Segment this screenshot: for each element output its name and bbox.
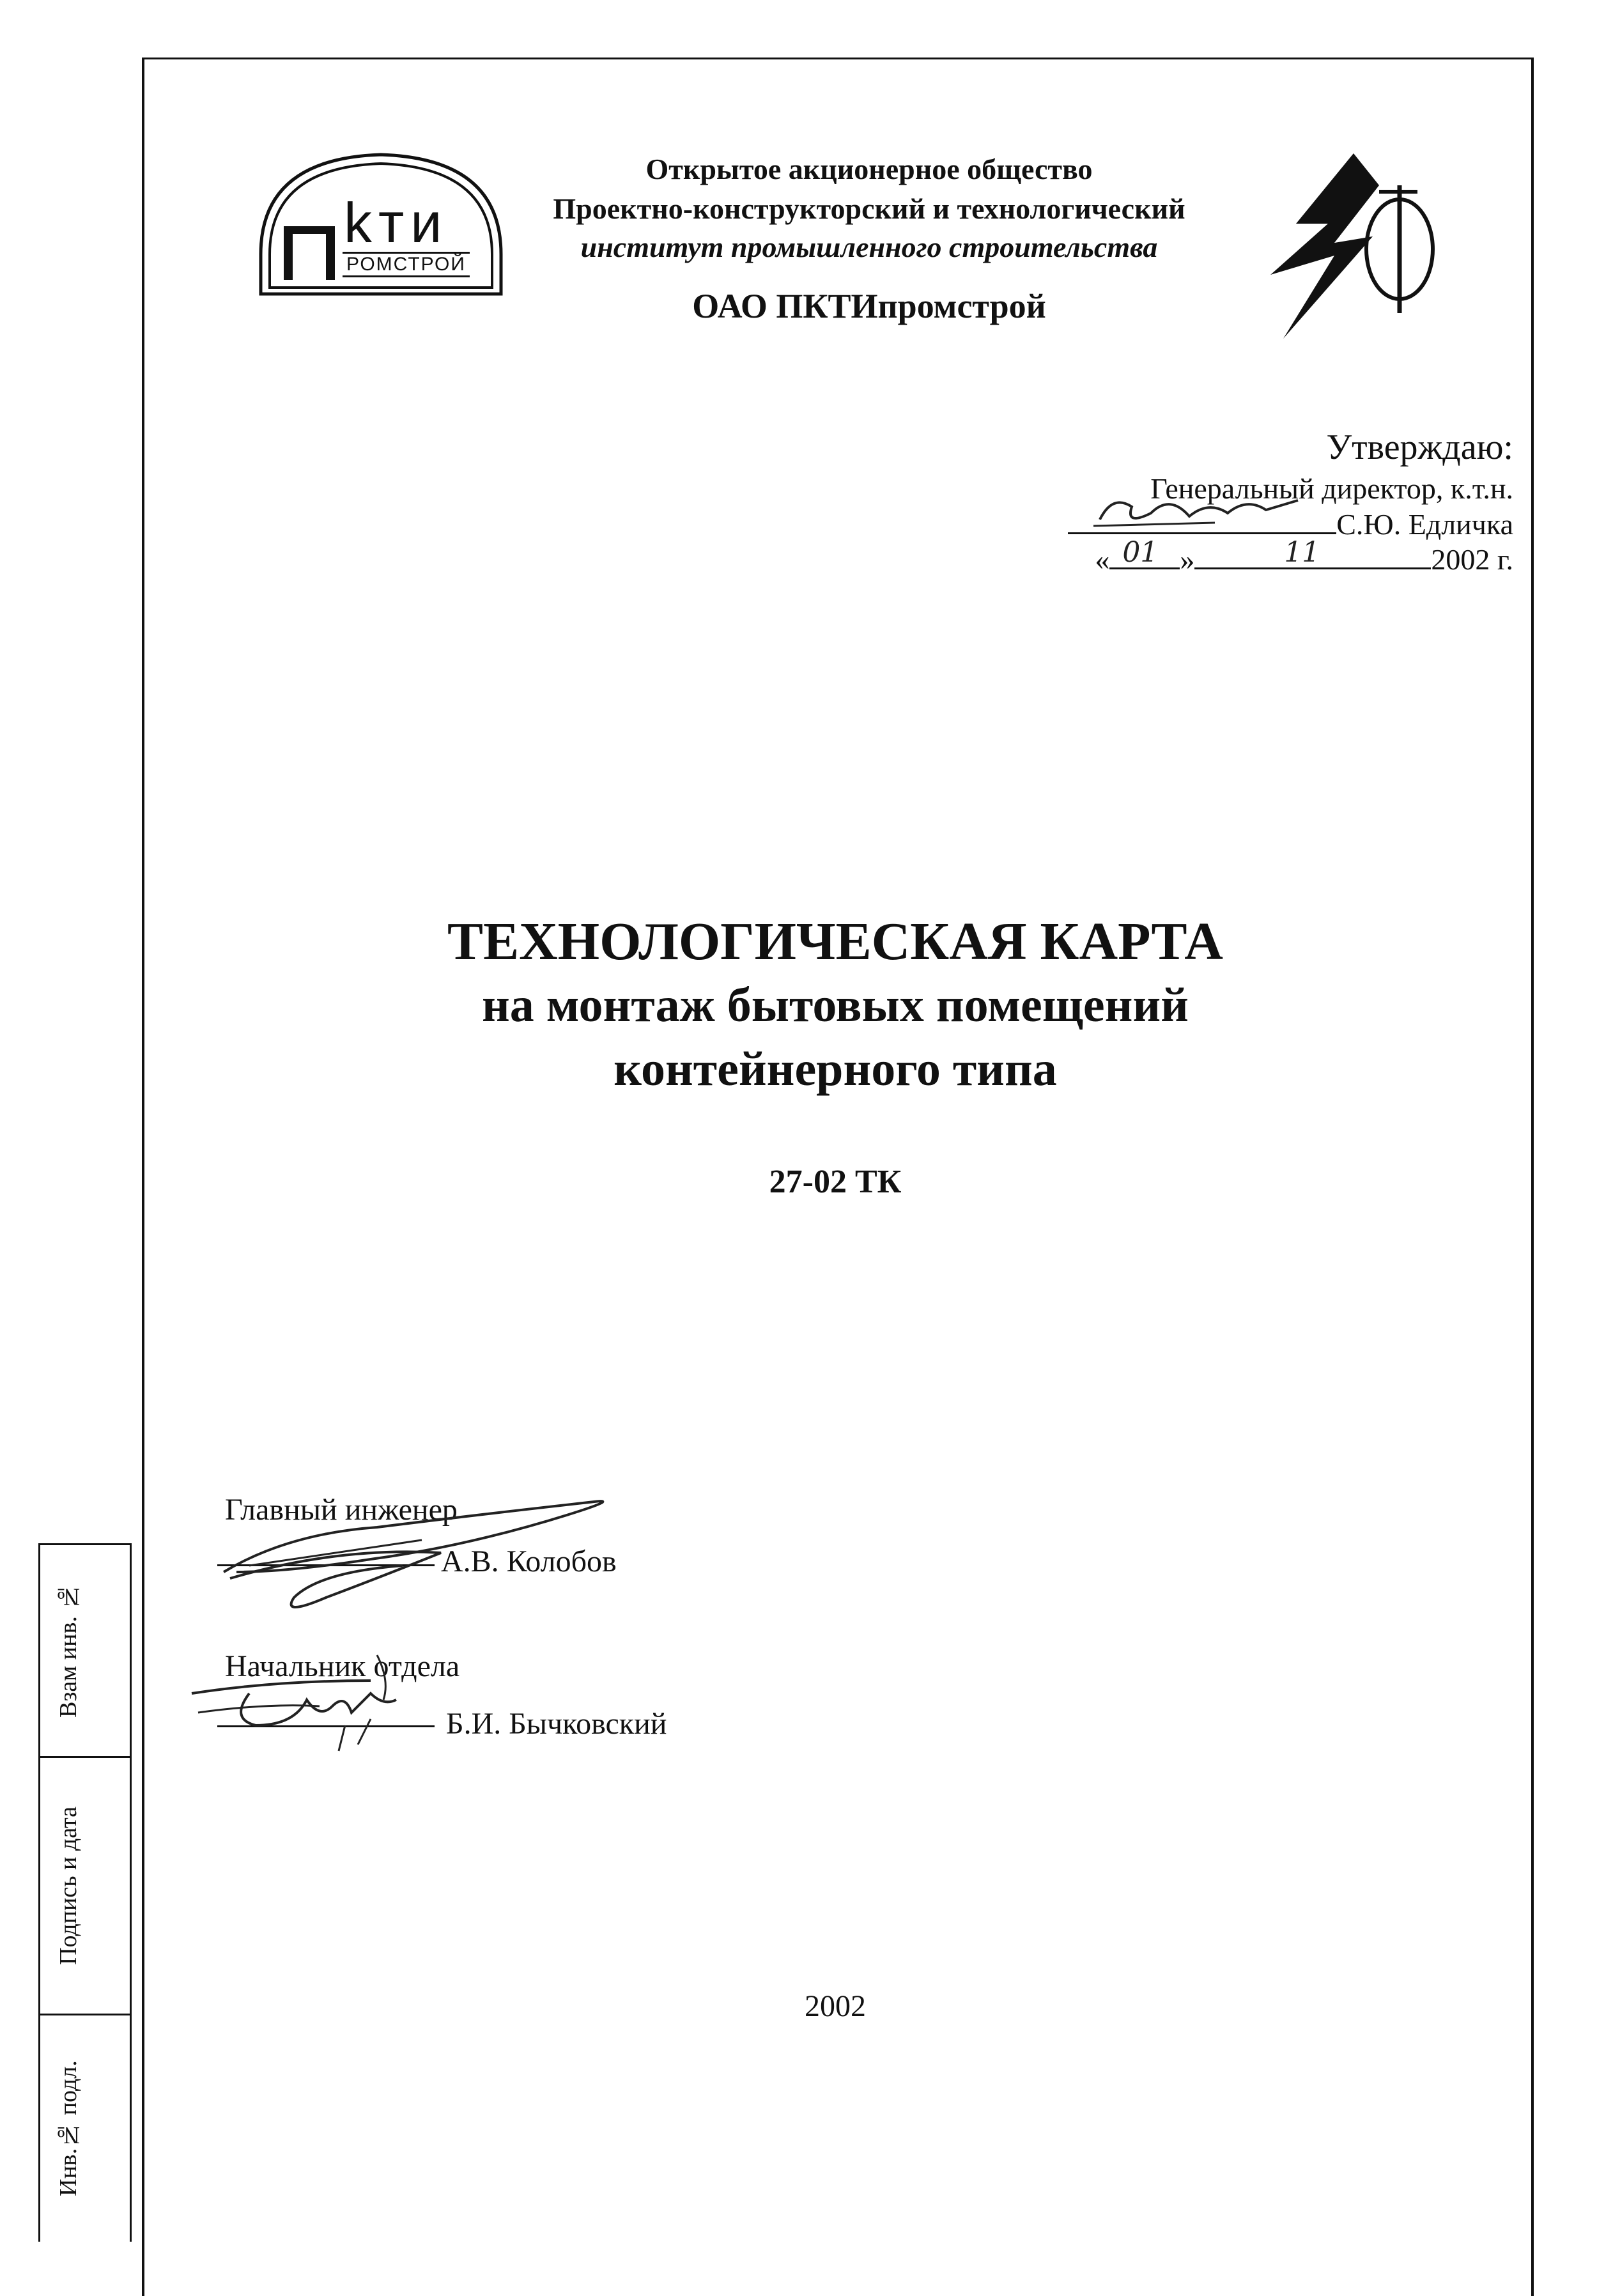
date-open-quote: « <box>1095 543 1110 576</box>
stamp-box <box>38 1543 132 2242</box>
stamp-label-signature-date: Подпись и дата <box>55 1806 82 1966</box>
stamp-cell-original-inv <box>40 2015 130 2242</box>
logo-subtext: РОМСТРОЙ <box>343 252 470 277</box>
stamp-cell-signature-date <box>40 1758 130 2015</box>
document-subtitle-line-1: на монтаж бытовых помещений <box>482 978 1189 1032</box>
approval-position: Генеральный директор, к.т.н. <box>1150 472 1513 505</box>
document-title: ТЕХНОЛОГИЧЕСКАЯ КАРТА <box>447 912 1223 971</box>
org-name-line-3: институт промышленного строительства <box>580 231 1158 263</box>
director-name: С.Ю. Едличка <box>1336 508 1513 541</box>
gbf-logo-graphic <box>1258 147 1449 345</box>
department-head-role: Начальник отдела <box>225 1649 460 1683</box>
date-day-field <box>1109 536 1180 569</box>
document-code: 27-02 ТК <box>769 1164 902 1200</box>
gbf-logo <box>1258 147 1449 345</box>
department-head-name: Б.И. Бычковский <box>446 1707 667 1741</box>
chief-engineer-name: А.В. Колобов <box>441 1545 617 1578</box>
document-subtitle-line-2: контейнерного типа <box>614 1042 1057 1096</box>
logo-letters: kти <box>344 191 449 254</box>
director-signature <box>1087 488 1317 532</box>
department-head-signature <box>179 1642 460 1783</box>
approval-date-line <box>1095 536 1513 576</box>
date-day-handwritten: 01 <box>1122 536 1159 569</box>
approval-signature-underline <box>1068 507 1336 534</box>
date-month-field <box>1194 536 1431 569</box>
chief-engineer-role: Главный инженер <box>225 1493 458 1527</box>
org-name-line-2: Проектно-конструкторский и технологический <box>553 192 1185 225</box>
stamp-label-original-inv: Инв.№ подл. <box>55 2060 82 2197</box>
stamp-label-replacement-inv: Взам инв. № <box>55 1583 82 1718</box>
stamp-cell-replacement-inv <box>40 1545 130 1758</box>
approval-heading: Утверждаю: <box>1326 428 1513 467</box>
pkti-logo <box>242 146 520 303</box>
document-year: 2002 <box>805 1989 866 2023</box>
date-close-quote: » <box>1180 543 1195 576</box>
org-name-line-1: Открытое акционерное общество <box>645 153 1093 185</box>
date-month-handwritten: 11 <box>1284 536 1320 569</box>
org-short-name: ОАО ПКТИпромстрой <box>692 287 1046 325</box>
date-year: 2002 г. <box>1431 543 1513 576</box>
